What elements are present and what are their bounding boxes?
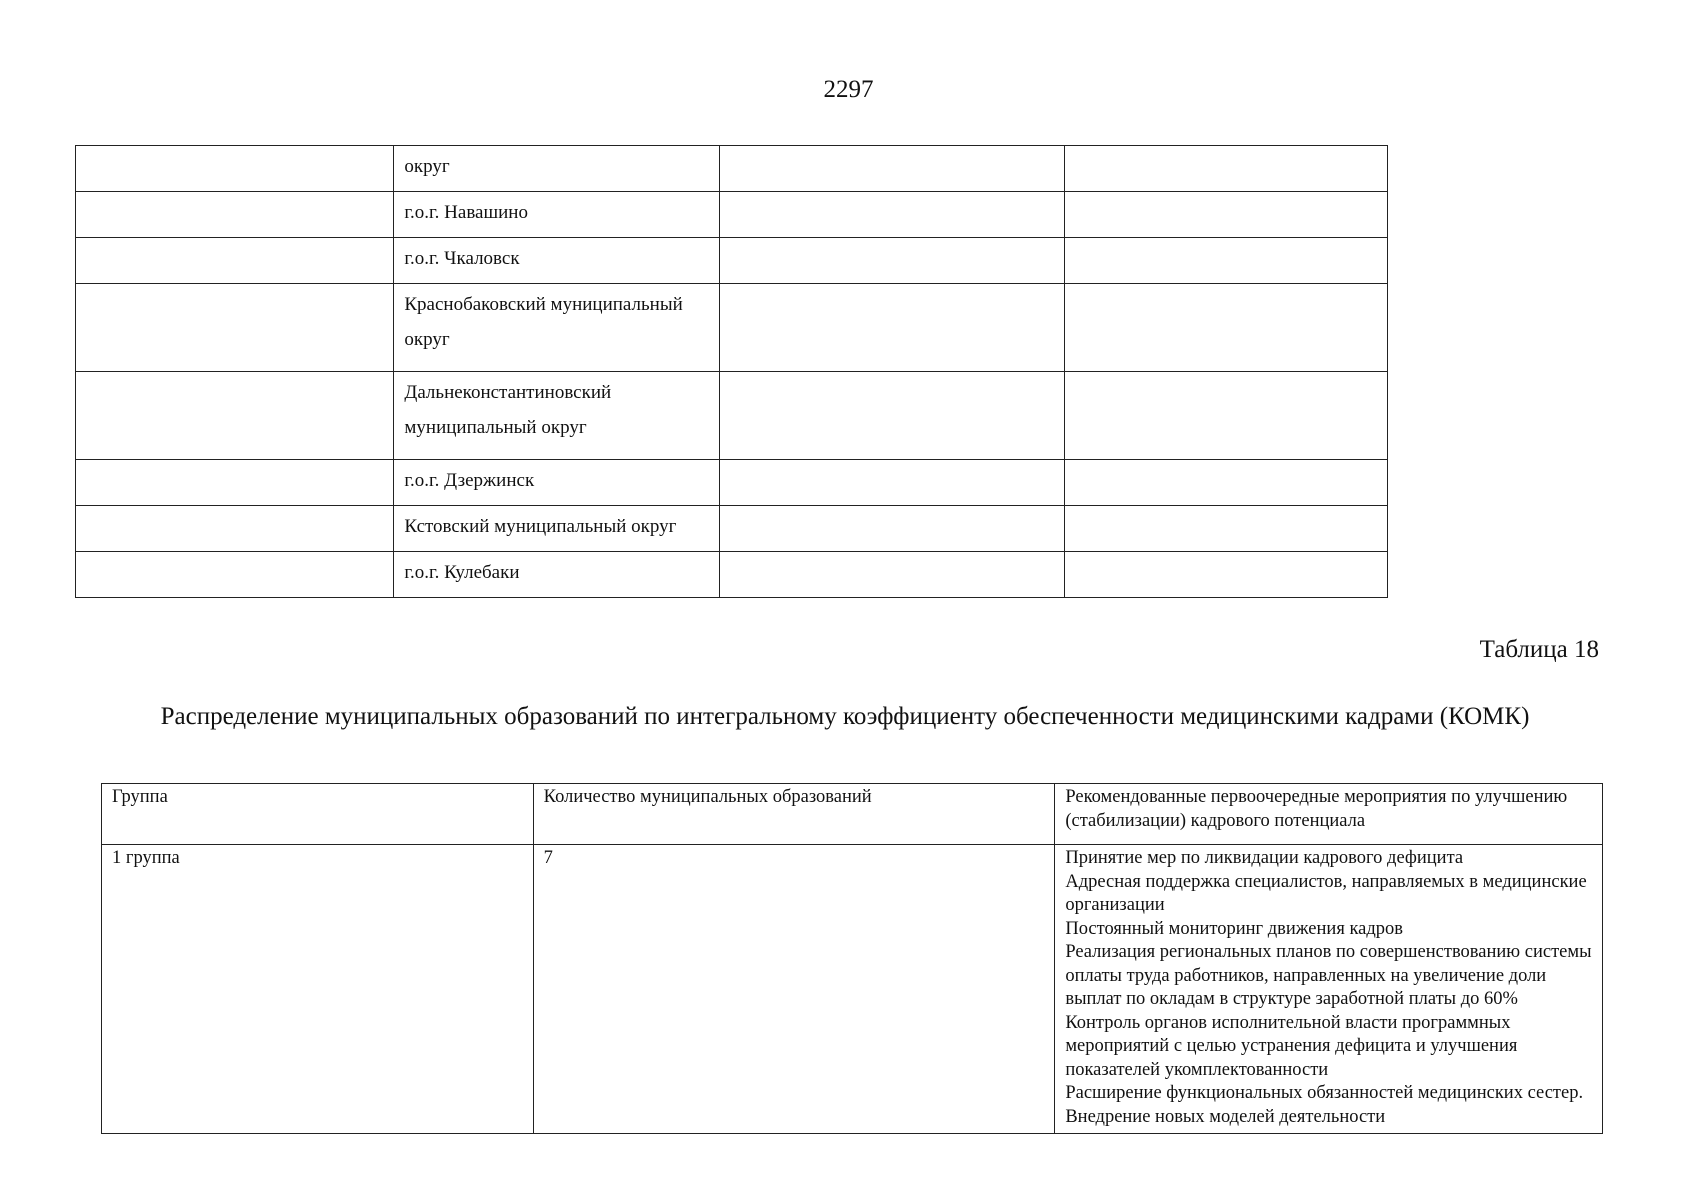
table-cell: [1064, 552, 1387, 598]
table-row: [76, 372, 1388, 460]
table-cell: [76, 552, 394, 598]
table-cell: [1064, 506, 1387, 552]
header-count: Количество муниципальных образований: [533, 784, 1055, 845]
table-cell: [719, 192, 1064, 238]
table-cell: [719, 146, 1064, 192]
table-row: [76, 284, 1388, 372]
table-cell: [1064, 460, 1387, 506]
table-row: [102, 845, 1603, 1134]
table-cell: [719, 552, 1064, 598]
header-measures: Рекомендованные первоочередные мероприятия по улучшению (стабилизации) кадрового потенциала: [1055, 784, 1603, 845]
group-cell: 1 группа: [102, 845, 534, 1134]
table-cell: [76, 372, 394, 460]
measure-item: Постоянный мониторинг движения кадров: [1065, 918, 1404, 939]
measure-item: Расширение функциональных обязанностей медицинских сестер. Внедрение новых моделей деятельности: [1065, 1083, 1584, 1127]
table-cell: [719, 238, 1064, 284]
table-cell: [719, 284, 1064, 372]
municipality-name: Кстовский муниципальный округ: [394, 506, 719, 552]
table-cell: [1064, 146, 1387, 192]
table-header-row: [102, 784, 1603, 845]
table-cell: [1064, 192, 1387, 238]
municipality-name: Дальнеконстантиновский муниципальный округ: [394, 372, 719, 460]
table-cell: [76, 192, 394, 238]
measure-item: Принятие мер по ликвидации кадрового дефицита: [1065, 848, 1464, 868]
table-cell: [719, 372, 1064, 460]
municipality-name: г.о.г. Кулебаки: [394, 552, 719, 598]
municipality-name: г.о.г. Навашино: [394, 192, 719, 238]
municipality-name: г.о.г. Чкаловск: [394, 238, 719, 284]
municipality-name: Краснобаковский муниципальный округ: [394, 284, 719, 372]
table-cell: [1064, 238, 1387, 284]
table-row: [76, 552, 1388, 598]
measure-item: Контроль органов исполнительной власти программных мероприятий с целью устранения дефицита и улучшения показателей укомплектованности: [1065, 1012, 1518, 1080]
table-cell: [76, 238, 394, 284]
table-cell: [76, 284, 394, 372]
municipality-name: г.о.г. Дзержинск: [394, 460, 719, 506]
count-cell: 7: [533, 845, 1055, 1134]
table-row: [76, 460, 1388, 506]
table-cell: [1064, 372, 1387, 460]
table-row: [76, 506, 1388, 552]
table-cell: [719, 506, 1064, 552]
table-label: Таблица 18: [1479, 636, 1599, 663]
table-cell: [76, 146, 394, 192]
table-row: [76, 146, 1388, 192]
table-cell: [76, 460, 394, 506]
header-group: Группа: [102, 784, 534, 845]
page-number: 2297: [823, 76, 874, 103]
municipality-name: округ: [394, 146, 719, 192]
measures-cell: [1055, 845, 1603, 1134]
table-row: [76, 192, 1388, 238]
table-cell: [719, 460, 1064, 506]
table-title: Распределение муниципальных образований по интегральному коэффициенту обеспеченности медицинскими кадрами (КОМК): [160, 703, 1530, 730]
table-cell: [1064, 284, 1387, 372]
measure-item: Адресная поддержка специалистов, направляемых в медицинские организации: [1065, 871, 1587, 915]
table-row: [76, 238, 1388, 284]
table-cell: [76, 506, 394, 552]
measure-item: Реализация региональных планов по совершенствованию системы оплаты труда работников, направленных на увеличение доли выплат по окладам в структуре заработной платы до 60%: [1065, 942, 1592, 1009]
continued-table: [75, 145, 1388, 598]
komk-distribution-table: [101, 783, 1603, 1134]
